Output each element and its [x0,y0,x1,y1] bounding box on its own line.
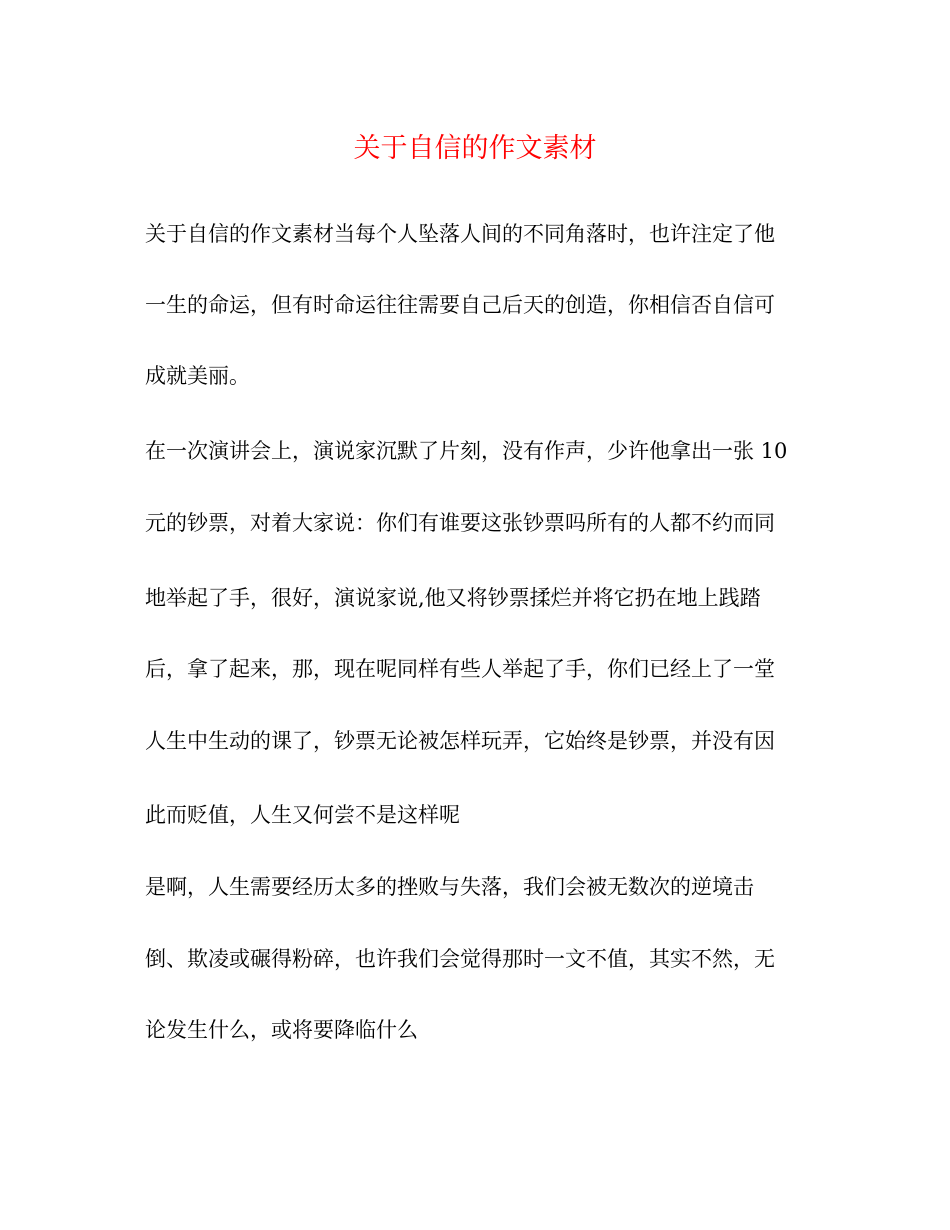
paragraph-line: 人生中生动的课了，钞票无论被怎样玩弄，它始终是钞票，并没有因 [145,729,775,753]
paragraph-line: 后，拿了起来，那，现在呢同样有些人举起了手，你们已经上了一堂 [145,657,775,681]
paragraph-line: 倒、欺凌或碾得粉碎，也许我们会觉得那时一文不值，其实不然，无 [145,947,775,971]
paragraph-line: 元的钞票，对着大家说：你们有谁要这张钞票吗所有的人都不约而同 [145,511,775,535]
document-title: 关于自信的作文素材 [353,133,597,164]
paragraph-line: 成就美丽。 [145,364,250,388]
paragraph-line: 是啊，人生需要经历太多的挫败与失落，我们会被无数次的逆境击 [145,875,754,899]
paragraph-line: 地举起了手，很好，演说家说,他又将钞票揉烂并将它扔在地上践踏 [145,586,761,610]
paragraph-line: 在一次演讲会上，演说家沉默了片刻，没有作声，少许他拿出一张 10 [145,439,788,463]
paragraph-line: 一生的命运，但有时命运往往需要自己后天的创造，你相信否自信可 [145,293,775,317]
paragraph-line: 关于自信的作文素材当每个人坠落人间的不同角落时，也许注定了他 [145,222,775,246]
paragraph-line: 论发生什么，或将要降临什么 [145,1018,418,1042]
paragraph-line: 此而贬值，人生又何尝不是这样呢 [145,803,460,827]
